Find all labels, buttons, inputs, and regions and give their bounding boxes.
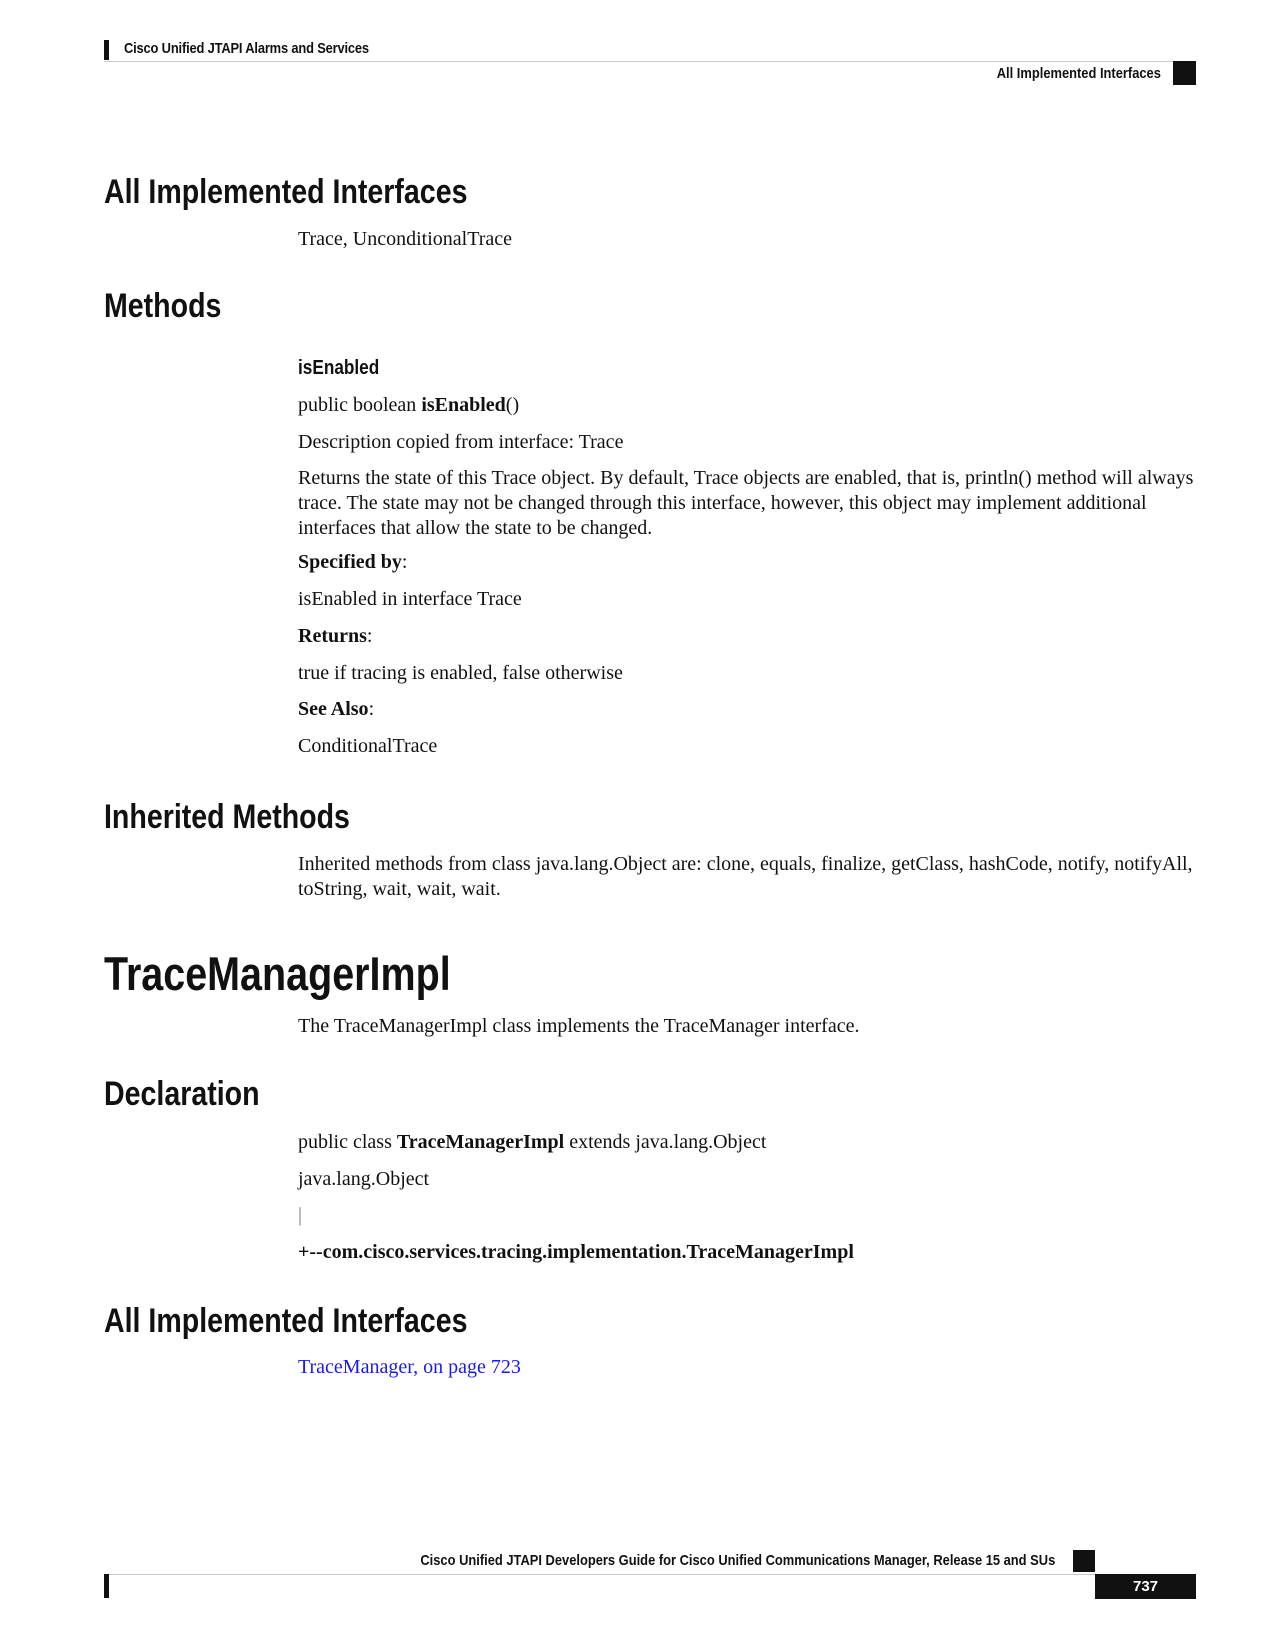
see-also-value: ConditionalTrace [298,735,438,757]
class-title: TraceManagerImpl [104,947,451,1000]
returns-value: true if tracing is enabled, false otherwise [298,662,623,684]
header-section-title: All Implemented Interfaces [996,65,1161,82]
specified-by-label-text: Specified by [298,551,402,573]
method-description: Returns the state of this Trace object. By default, Trace objects are enabled, that is, println() method will always trace. The state may not be changed through this interface, however, this object may implement additional interfaces that allow the state to be changed. [298,467,1194,539]
hierarchy-child-text: +--com.cisco.services.tracing.implementation.TraceManagerImpl [298,1241,854,1263]
header-left-bar [104,40,109,60]
header-book-title: Cisco Unified JTAPI Alarms and Services [124,40,369,57]
section-heading-declaration: Declaration [104,1075,260,1113]
class-description: The TraceManagerImpl class implements the TraceManager interface. [298,1015,860,1037]
footer-guide-title: Cisco Unified JTAPI Developers Guide for Cisco Unified Communications Manager, Release 15 and SUs [420,1552,1055,1569]
section-heading-inherited-methods: Inherited Methods [104,798,350,836]
header-square-marker [1173,61,1196,85]
class-declaration [298,1130,766,1155]
see-also-label [298,697,374,722]
specified-by-label [298,550,407,575]
tracemanager-link[interactable]: TraceManager, on page 723 [298,1356,521,1378]
signature-suffix: () [505,394,520,416]
section-heading-implemented-interfaces: All Implemented Interfaces [104,173,468,211]
description-copied-note: Description copied from interface: Trace [298,431,624,453]
footer-left-bar [104,1574,109,1598]
method-name-heading: isEnabled [298,357,380,379]
see-also-label-text: See Also [298,698,369,720]
specified-by-colon: : [401,551,408,573]
signature-prefix: public boolean [298,394,422,416]
section-heading-implemented-interfaces-2: All Implemented Interfaces [104,1302,468,1340]
specified-by-value: isEnabled in interface Trace [298,588,522,610]
implemented-interfaces-text: Trace, UnconditionalTrace [298,228,513,250]
section-heading-methods: Methods [104,287,222,325]
declaration-suffix: extends java.lang.Object [564,1131,767,1153]
returns-label-text: Returns [298,625,367,647]
method-signature [298,393,519,418]
see-also-colon: : [368,698,375,720]
inherited-methods-text: Inherited methods from class java.lang.Object are: clone, equals, finalize, getClass, hashCode, notify, notifyAll, toString, wait, wait, wait. [298,853,1193,900]
declaration-class-name: TraceManagerImpl [396,1131,565,1153]
returns-colon: : [366,625,373,647]
declaration-prefix: public class [298,1131,397,1153]
returns-label [298,624,372,649]
hierarchy-root: java.lang.Object [298,1168,430,1190]
header-rule [104,61,1196,62]
footer-square-marker [1073,1550,1095,1572]
hierarchy-child [298,1240,854,1265]
hierarchy-pipe: | [298,1204,303,1226]
footer-rule [104,1574,1196,1575]
implemented-interfaces-link-line [298,1355,521,1380]
footer-page-number: 737 [1095,1574,1196,1599]
signature-name: isEnabled [421,394,506,416]
